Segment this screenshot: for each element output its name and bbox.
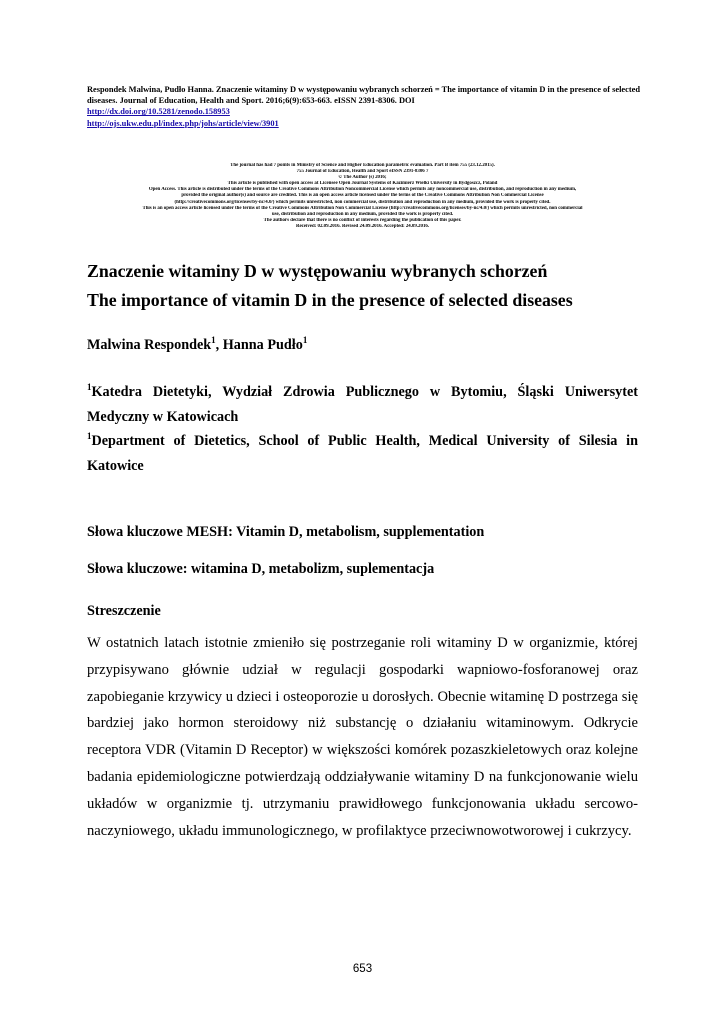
notice-line: © The Author (s) 2016; xyxy=(338,175,387,181)
authors xyxy=(87,335,307,355)
notice-line: Received: 02.09.2016. Revised 24.09.2016. Accepted: 24.09.2016. xyxy=(295,223,430,229)
affiliation-marker: 1 xyxy=(302,335,308,345)
author-name: Hanna Pudło xyxy=(222,337,303,353)
title-english: The importance of vitamin D in the presence of selected diseases xyxy=(87,290,573,310)
notice-line: This is an open access article licensed under the terms of the Creative Commons Attribution Non Commercial License (http://creativecommons.org/licenses/by-nc/4.0/) which permits unrestricted, non commercial xyxy=(142,205,583,211)
title-polish: Znaczenie witaminy D w występowaniu wybranych schorzeń xyxy=(87,261,548,281)
author-name: Malwina Respondek xyxy=(87,337,212,353)
notice-line: (http://creativecommons.org/licenses/by-nc/4.0/) which permits unrestricted, non commercial use, distribution and reproduction in any medium, provided the work is properly cited. xyxy=(174,199,551,205)
abstract-body xyxy=(87,630,638,844)
affiliation-marker: 1 xyxy=(211,335,216,345)
notice-line: Open Access. This article is distributed under the terms of the Creative Commons Attribution Noncommercial License which permits any noncommercial use, distribution, and reproduction in any medium, xyxy=(148,187,577,193)
journal-notice xyxy=(60,163,665,230)
author-separator: , xyxy=(215,337,223,353)
affiliation-line: Katowice xyxy=(87,458,144,474)
abstract-line: W ostatnich latach istotnie zmieniło się postrzeganie roli witaminy D w organizmie, której xyxy=(87,635,638,651)
affiliation-line: $^1$Department of Dietetics, School of Public Health, Medical University of Silesia in xyxy=(87,431,638,449)
notice-line: This article is published with open access at Licensee Open Journal Systems of Kazimierz Wielki University in Bydgoszcz, Poland xyxy=(227,181,498,187)
affiliation-line: $^1$Katedra Dietetyki, Wydział Zdrowia Publicznego w Bytomiu, Śląski Uniwersytet xyxy=(87,382,638,400)
abstract-heading: Streszczenie xyxy=(87,603,161,619)
affiliation-marker: 1 xyxy=(87,431,92,441)
affiliation-line: Medyczny w Katowicach xyxy=(87,409,239,425)
citation-block xyxy=(87,84,640,129)
keywords-polish: Słowa kluczowe: witamina D, metabolizm, suplementacja xyxy=(87,561,435,577)
notice-line: 755 Journal of Education, Health and Sport eISSN 2391-8306 7 xyxy=(296,169,429,175)
abstract-line: naczyniowego, układu immunologicznego, w profilaktyce przeciwnowotworowej i cukrzycy. xyxy=(87,822,632,839)
article-link[interactable]: http://ojs.ukw.edu.pl/index.php/johs/article/view/3901 xyxy=(87,118,279,128)
notice-line: use, distribution and reproduction in any medium, provided the work is properly cited. xyxy=(271,211,454,217)
abstract-line: przypisywano głównie udział w regulacji gospodarki wapniowo-fosforanowej oraz xyxy=(87,661,638,678)
affiliation-marker: 1 xyxy=(87,382,92,392)
doi-link[interactable]: http://dx.doi.org/10.5281/zenodo.158953 xyxy=(87,107,230,117)
keywords-mesh: Słowa kluczowe MESH: Vitamin D, metabolism, supplementation xyxy=(87,524,485,540)
abstract-line: zapobieganie krzywicy u dzieci i osteoporozie u dorosłych. Obecnie witaminę D postrzega się xyxy=(87,688,638,705)
notice-line: provided the original author(s) and source are credited. This is an open access article licensed under the terms of the Creative Commons Attribution Non Commercial License xyxy=(181,193,544,199)
page-number: 653 xyxy=(352,963,373,975)
abstract-line: badania epidemiologiczne potwierdzają oddziaływanie witaminy D na funkcjonowanie wielu xyxy=(87,768,638,785)
abstract-line: układów w organizmie tj. utrzymaniu prawidłowego funkcjonowania układu sercowo- xyxy=(87,795,638,812)
affiliation-english xyxy=(87,429,638,479)
notice-line: The authors declare that there is no conflict of interests regarding the publication of this paper. xyxy=(263,217,462,223)
abstract-line: bardziej jako hormon steroidowy niż substancję o działaniu witaminowym. Odkrycie xyxy=(87,715,638,732)
notice-line: The journal has had 7 points in Ministry of Science and Higher Education parametric evaluation. Part B item 755 (23.12.2015). xyxy=(230,163,495,168)
affiliation-polish xyxy=(87,380,638,430)
abstract-line: receptora VDR (Vitamin D Receptor) w większości komórek pozaszkieletowych oraz kolejne xyxy=(87,742,638,759)
citation-text: Respondek Malwina, Pudło Hanna. Znaczenie witaminy D w występowaniu wybranych schorzeń = The importance of vitamin D in the presence of selected diseases. Journal of Education, Health and Sport. 2016;6(9):653-663. eISSN 2391-8306. DOI xyxy=(87,85,640,106)
